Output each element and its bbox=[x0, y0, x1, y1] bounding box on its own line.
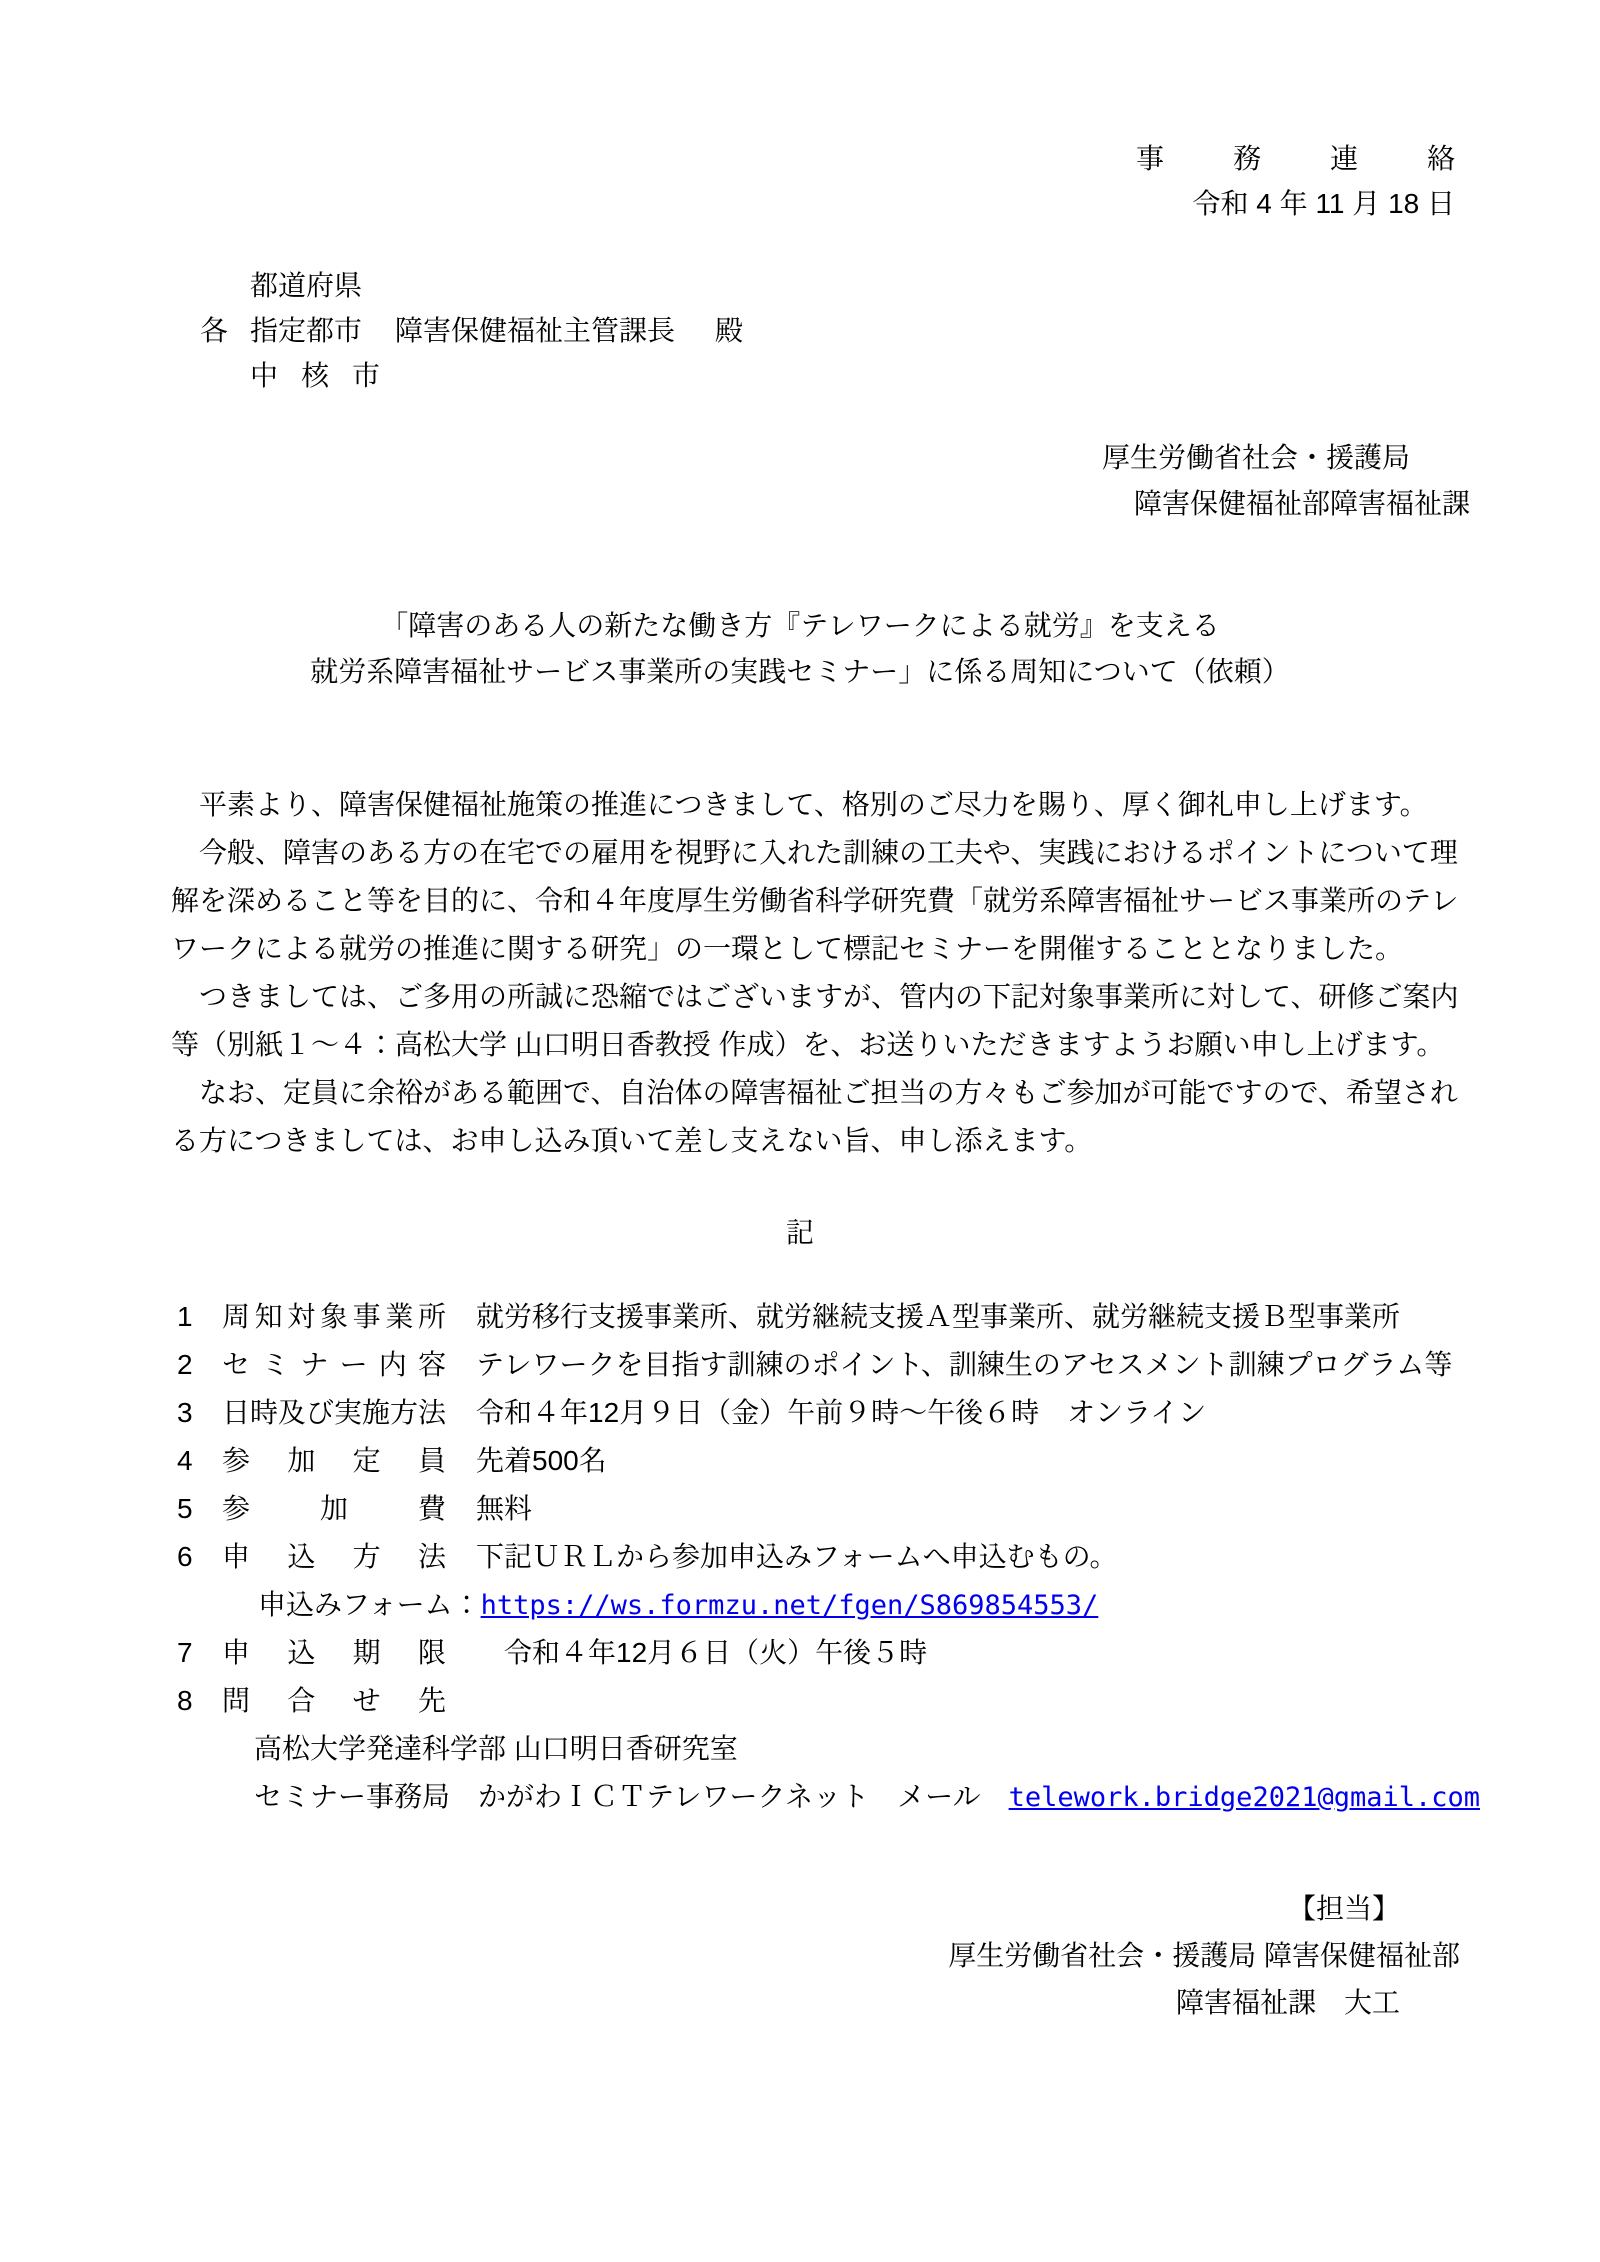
list-item-value: 令和４年12月６日（火）午後５時 bbox=[504, 1637, 928, 1668]
contact-office-line bbox=[254, 1773, 1540, 1821]
footer-in-charge-heading: 【担当】 bbox=[1287, 1893, 1400, 1924]
list-item-label: 日時及び実施方法 bbox=[222, 1397, 447, 1428]
addressee-honorific: 殿 bbox=[715, 315, 744, 346]
list-item-value: 先着500名 bbox=[476, 1445, 607, 1476]
addressee-core-cities-line bbox=[200, 353, 743, 398]
sender-division: 障害保健福祉部障害福祉課 bbox=[1133, 488, 1470, 519]
sender-bureau: 厚生労働省社会・援護局 bbox=[1101, 442, 1410, 473]
body-text bbox=[171, 781, 1510, 1165]
footer-person: 障害福祉課 大工 bbox=[1175, 1987, 1400, 2018]
application-form-link[interactable]: https://ws.formzu.net/fgen/S869854553/ bbox=[480, 1590, 1099, 1621]
addressee-prefectures: 都道府県 bbox=[250, 270, 363, 301]
list-item bbox=[177, 1485, 1540, 1533]
contact-office-label: セミナー事務局 かがわＩＣＴテレワークネット メール bbox=[254, 1781, 981, 1812]
body-line: なお、定員に余裕がある範囲で、自治体の障害福祉ご担当の方々もご参加が可能ですので、希望され bbox=[171, 1077, 1458, 1108]
footer-block bbox=[0, 1885, 1460, 2026]
body-line: 平素より、障害保健福祉施策の推進につきまして、格別のご尽力を賜り、厚く御礼申し上げます。 bbox=[171, 789, 1428, 820]
body-line: る方につきましては、お申し込み頂いて差し支えない旨、申し添えます。 bbox=[171, 1125, 1093, 1156]
body-line: ワークによる就労の推進に関する研究」の一環として標記セミナーを開催することとなりました。 bbox=[171, 933, 1404, 964]
contact-email-link[interactable]: telework.bridge2021@gmail.com bbox=[1008, 1782, 1481, 1813]
addressee-recipient-title: 障害保健福祉主管課長 bbox=[395, 315, 676, 346]
list-item-label: 参加定員 bbox=[222, 1445, 446, 1476]
list-item-number: 7 bbox=[177, 1637, 193, 1668]
body-line: 等（別紙１～４：高松大学 山口明日香教授 作成）を、お送りいただきますようお願い申し上げます。 bbox=[171, 1029, 1445, 1060]
document-header bbox=[0, 136, 1524, 226]
list-item bbox=[177, 1389, 1540, 1437]
body-line: 解を深めること等を目的に、令和４年度厚生労働省科学研究費「就労系障害福祉サービス事業所のテレ bbox=[171, 885, 1459, 916]
list-item-value: 令和４年12月９日（金）午前９時～午後６時 オンライン bbox=[476, 1397, 1207, 1428]
list-item-number: 8 bbox=[177, 1685, 193, 1716]
list-item-value: 下記ＵＲＬから参加申込みフォームへ申込むもの。 bbox=[476, 1541, 1118, 1572]
list-item bbox=[177, 1293, 1540, 1341]
list-item bbox=[177, 1437, 1540, 1485]
details-list bbox=[177, 1293, 1540, 1821]
contact-lab-line: 高松大学発達科学部 山口明日香研究室 bbox=[254, 1733, 738, 1764]
addressee-core-cities: 中核市 bbox=[250, 360, 404, 391]
list-item-value: 就労移行支援事業所、就労継続支援Ａ型事業所、就労継続支援Ｂ型事業所 bbox=[476, 1301, 1401, 1332]
footer-department: 厚生労働省社会・援護局 障害保健福祉部 bbox=[948, 1940, 1460, 1971]
addressee-block bbox=[200, 263, 743, 398]
list-item-label: 参加費 bbox=[222, 1493, 446, 1524]
document-title-line2: 就労系障害福祉サービス事業所の実践セミナー」に係る周知について（依頼） bbox=[310, 656, 1290, 687]
list-item-number: 1 bbox=[177, 1301, 193, 1332]
list-item bbox=[177, 1533, 1540, 1581]
application-form-label: 申込みフォーム： bbox=[258, 1589, 481, 1620]
addressee-main-line bbox=[200, 308, 743, 353]
list-item-number: 4 bbox=[177, 1445, 193, 1476]
list-item-number: 2 bbox=[177, 1349, 193, 1380]
list-item-value: テレワークを目指す訓練のポイント、訓練生のアセスメント訓練プログラム等 bbox=[476, 1349, 1453, 1380]
ki-heading: 記 bbox=[785, 1217, 814, 1248]
list-item bbox=[177, 1677, 1540, 1725]
body-line: つきましては、ご多用の所誠に恐縮ではございますが、管内の下記対象事業所に対して、研修ご案内 bbox=[171, 981, 1459, 1012]
list-item-label: 問合せ先 bbox=[222, 1685, 446, 1716]
sender-block bbox=[0, 435, 1470, 527]
addressee-designated-cities: 指定都市 bbox=[250, 315, 363, 346]
list-item-value: 無料 bbox=[476, 1493, 533, 1524]
document-title bbox=[0, 603, 1600, 695]
list-item bbox=[177, 1341, 1540, 1389]
list-item-number: 5 bbox=[177, 1493, 193, 1524]
list-item-label: 申込期限 bbox=[222, 1637, 446, 1668]
list-item-number: 6 bbox=[177, 1541, 193, 1572]
list-item-label: 申込方法 bbox=[222, 1541, 446, 1572]
application-form-line bbox=[258, 1581, 1540, 1629]
doc-date: 令和 4 年 11 月 18 日 bbox=[1192, 188, 1455, 219]
body-line: 今般、障害のある方の在宅での雇用を視野に入れた訓練の工夫や、実践におけるポイントについて理 bbox=[171, 837, 1458, 868]
list-item-number: 3 bbox=[177, 1397, 193, 1428]
doc-type-label: 事務連絡 bbox=[1135, 143, 1524, 174]
list-item-label: セミナー内容 bbox=[222, 1349, 446, 1380]
list-item-label: 周知対象事業所 bbox=[222, 1301, 446, 1332]
addressee-each: 各 bbox=[200, 315, 229, 346]
document-title-line1: 「障害のある人の新たな働き方『テレワークによる就労』を支える bbox=[380, 610, 1220, 641]
list-item bbox=[177, 1629, 1540, 1677]
